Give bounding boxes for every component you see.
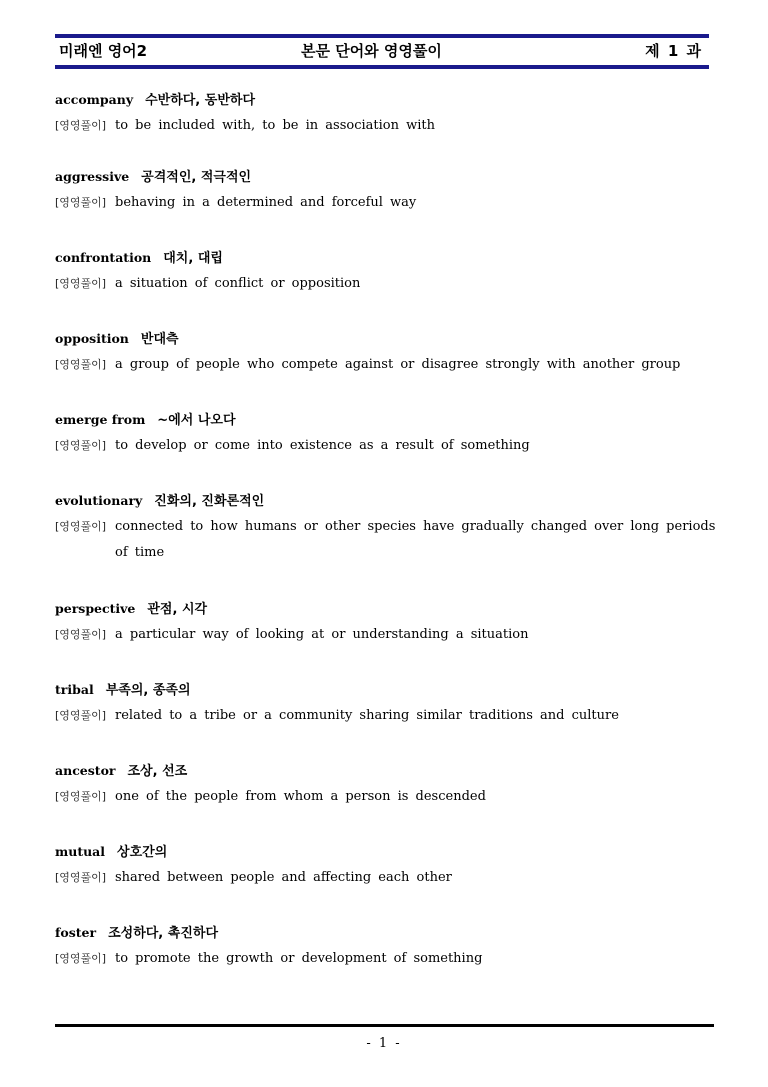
document-title: 본문 단어와 영영풀이: [301, 42, 442, 60]
vocab-entry: [55, 598, 725, 648]
english-definition: to develop or come into existence as a result of something: [115, 438, 530, 453]
definition-tag: [영영풀이]: [55, 520, 107, 533]
korean-meaning: 진화의, 진화론적인: [154, 494, 265, 509]
vocab-word: ancestor: [55, 763, 116, 778]
vocab-word: foster: [55, 925, 97, 940]
korean-meaning: ~에서 나오다: [157, 413, 236, 428]
vocab-entry: [55, 247, 725, 297]
vocab-word: confrontation: [55, 250, 152, 265]
vocab-entry: [55, 89, 725, 139]
header-bottom-rule: [55, 65, 709, 69]
page-number: - 1 -: [366, 1036, 402, 1051]
english-definition: one of the people from whom a person is descended: [115, 789, 486, 804]
vocab-entry: [55, 760, 725, 810]
vocab-word: perspective: [55, 601, 136, 616]
english-definition: a group of people who compete against or disagree strongly with another group: [115, 357, 681, 372]
definition-tag: [영영풀이]: [55, 119, 107, 132]
korean-meaning: 공격적인, 적극적인: [141, 170, 252, 185]
footer-rule: [55, 1024, 714, 1027]
vocab-entry: [55, 166, 725, 216]
vocab-word: emerge from: [55, 412, 146, 427]
textbook-title: 미래엔 영어2: [59, 42, 148, 60]
page-header: [55, 38, 709, 65]
korean-meaning: 대치, 대립: [163, 251, 223, 266]
vocab-entry: [55, 922, 725, 972]
vocab-entry: [55, 328, 725, 378]
definition-tag: [영영풀이]: [55, 952, 107, 965]
english-definition: related to a tribe or a community sharing similar traditions and culture: [115, 708, 619, 723]
korean-meaning: 상호간의: [117, 845, 168, 860]
definition-tag: [영영풀이]: [55, 196, 107, 209]
korean-meaning: 조상, 선조: [127, 764, 188, 779]
english-definition: to be included with, to be in association with: [115, 118, 435, 133]
english-definition: a particular way of looking at or understanding a situation: [115, 627, 529, 642]
vocab-entry: [55, 841, 725, 891]
vocab-entry: [55, 490, 725, 566]
vocab-word: accompany: [55, 92, 134, 107]
definition-tag: [영영풀이]: [55, 871, 107, 884]
vocab-word: tribal: [55, 682, 94, 697]
korean-meaning: 부족의, 종족의: [105, 683, 191, 698]
vocab-word: opposition: [55, 331, 129, 346]
vocab-entry: [55, 409, 725, 459]
korean-meaning: 조성하다, 촉진하다: [108, 926, 219, 941]
english-definition: connected to how humans or other species have gradually changed over long periods of time: [115, 519, 716, 560]
english-definition: a situation of conflict or opposition: [115, 276, 361, 291]
definition-tag: [영영풀이]: [55, 277, 107, 290]
vocab-entry: [55, 679, 725, 729]
definition-tag: [영영풀이]: [55, 439, 107, 452]
english-definition: shared between people and affecting each other: [115, 870, 452, 885]
vocab-word: aggressive: [55, 169, 130, 184]
vocab-word: mutual: [55, 844, 106, 859]
english-definition: to promote the growth or development of something: [115, 951, 483, 966]
definition-tag: [영영풀이]: [55, 709, 107, 722]
korean-meaning: 수반하다, 동반하다: [145, 93, 256, 108]
definition-tag: [영영풀이]: [55, 790, 107, 803]
lesson-number: 제 1 과: [645, 42, 701, 60]
korean-meaning: 관점, 시각: [147, 602, 208, 617]
english-definition: behaving in a determined and forceful way: [115, 195, 417, 210]
definition-tag: [영영풀이]: [55, 628, 107, 641]
vocab-word: evolutionary: [55, 493, 143, 508]
korean-meaning: 반대측: [140, 332, 179, 347]
definition-tag: [영영풀이]: [55, 358, 107, 371]
